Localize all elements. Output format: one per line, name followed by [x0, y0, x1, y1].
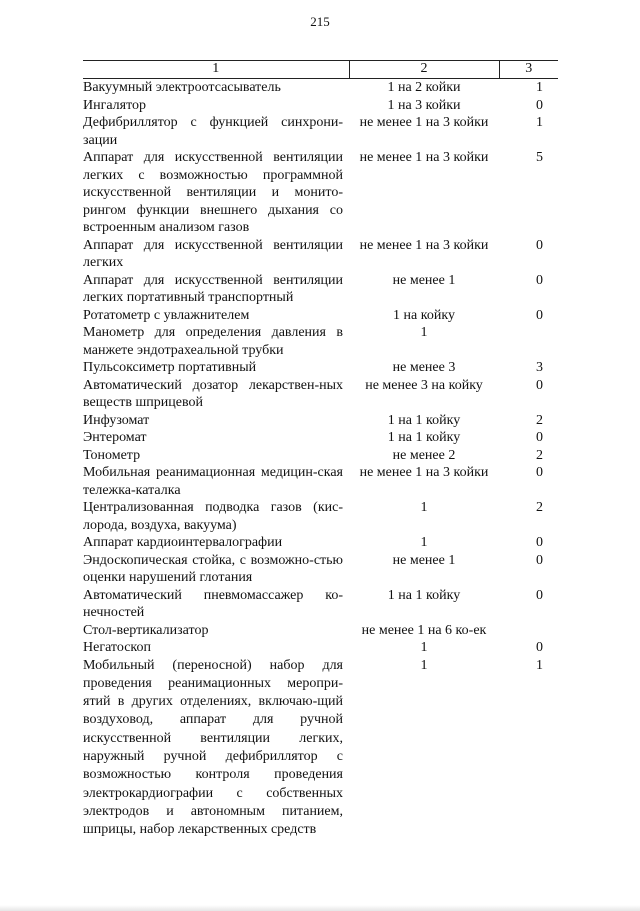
available-count: 1 [536, 115, 543, 130]
required-quantity: не менее 3 [392, 360, 456, 375]
available-count: 3 [536, 360, 543, 375]
table-row [83, 377, 558, 412]
available-count: 0 [536, 430, 543, 445]
equipment-name: Пульсоксиметр портативный [83, 360, 257, 375]
equipment-name: Тонометр [83, 447, 141, 463]
available-count: 1 [536, 80, 543, 95]
table-row [83, 237, 558, 272]
required-quantity: 1 [420, 535, 428, 550]
table-row [83, 552, 558, 587]
equipment-name: Дефибриллятор с функцией синхрони-зации [83, 115, 343, 148]
table-row [83, 272, 558, 307]
required-quantity: 1 на 1 койку [387, 412, 461, 428]
table-row [83, 622, 558, 640]
table-row [83, 149, 558, 237]
available-count: 0 [536, 377, 543, 393]
equipment-name: Аппарат для искусственной вентиляции легких портативный транспортный [83, 272, 343, 305]
equipment-name: Манометр для определения давления в манжете эндотрахеальной трубки [83, 325, 343, 358]
required-quantity: 1 на 2 койки [387, 80, 461, 95]
required-quantity: 1 на койку [393, 307, 455, 323]
required-quantity: 1 на 1 койку [387, 587, 461, 603]
available-count: 2 [536, 447, 543, 463]
required-quantity: не менее 1 на 3 койки [359, 237, 489, 253]
equipment-name: Аппарат кардиоинтервалографии [83, 535, 283, 550]
required-quantity: не менее 1 на 3 койки [359, 465, 489, 480]
required-quantity: не менее 3 на койку [365, 377, 483, 393]
table-row [83, 359, 558, 377]
required-quantity: 1 на 3 койки [387, 97, 461, 113]
available-count: 0 [536, 237, 543, 253]
table-row [83, 307, 558, 325]
table-row [83, 79, 558, 97]
equipment-name: Автоматический пневмомассажер ко-нечностей [83, 587, 343, 620]
required-quantity: не менее 1 на 3 койки [359, 115, 489, 130]
table-row [83, 412, 558, 430]
available-count [499, 324, 558, 359]
equipment-name: Вакуумный электроотсасыватель [83, 80, 281, 95]
required-quantity: 1 [420, 657, 428, 673]
column-header-1: 1 [83, 61, 349, 79]
required-quantity: не менее 1 на 6 ко-ек [361, 622, 487, 638]
equipment-name: Ингалятор [83, 97, 147, 113]
page-number: 215 [310, 14, 330, 29]
available-count: 0 [536, 640, 543, 655]
equipment-name: Аппарат для искусственной вентиляции легких [83, 237, 343, 270]
table-row [83, 114, 558, 149]
equipment-table [83, 60, 558, 839]
available-count: 0 [536, 587, 543, 603]
equipment-name: Автоматический дозатор лекарствен-ных веществ шприцевой [83, 377, 343, 410]
table-row [83, 499, 558, 534]
column-header-3: 3 [499, 61, 558, 79]
available-count: 0 [536, 465, 543, 480]
table-row [83, 587, 558, 622]
column-header-2: 2 [349, 61, 499, 79]
available-count: 0 [536, 97, 543, 113]
available-count: 0 [536, 272, 543, 288]
table-row [83, 97, 558, 115]
table-row [83, 429, 558, 447]
table-row [83, 657, 558, 840]
required-quantity: не менее 1 на 3 койки [359, 150, 489, 165]
table-row [83, 447, 558, 465]
required-quantity: 1 [420, 500, 428, 515]
available-count: 0 [536, 552, 543, 568]
equipment-name: Централизованная подводка газов (кис-лорода, воздуха, вакуума) [83, 500, 343, 533]
table-row [83, 534, 558, 552]
equipment-name: Аппарат для искусственной вентиляции легких с возможностью программной искусственной вентиляции и монито-рингом функции внешнего дыхания со встроенным анализом газов [83, 150, 343, 235]
available-count: 5 [536, 150, 543, 165]
equipment-name: Негатоскоп [83, 640, 151, 655]
available-count: 1 [536, 657, 543, 673]
available-count: 2 [536, 500, 543, 515]
required-quantity: не менее 1 [392, 552, 456, 568]
required-quantity: 1 [420, 325, 428, 340]
equipment-name: Эндоскопическая стойка, с возможно-стью оценки нарушений глотания [83, 552, 343, 585]
required-quantity: 1 на 1 койку [387, 430, 461, 445]
table-row [83, 639, 558, 657]
equipment-name: Стол-вертикализатор [83, 622, 209, 638]
required-quantity: не менее 1 [392, 272, 456, 288]
available-count: 2 [536, 412, 543, 428]
table-header-row [83, 61, 558, 79]
equipment-name: Энтеромат [83, 430, 147, 445]
available-count: 0 [536, 307, 543, 323]
equipment-name: Инфузомат [83, 412, 150, 428]
equipment-name: Мобильная реанимационная медицин-ская тележка-каталка [83, 465, 343, 498]
required-quantity: 1 [420, 640, 428, 655]
equipment-name: Ротатометр с увлажнителем [83, 307, 250, 323]
available-count [499, 622, 558, 640]
equipment-name: Мобильный (переносной) набор для проведения реанимационных меропри-ятий в других отделениях, включаю-щий воздуховод, аппарат для ручной искусственной вентиляции легких, наружный ручной дефибриллятор с возможностью контроля проведения электрокардиографии с собственных электродов и автономным питанием, шприцы, набор лекарственных средств [83, 657, 343, 838]
scan-edge [0, 905, 640, 911]
required-quantity: не менее 2 [392, 447, 456, 463]
table-row [83, 464, 558, 499]
table-row [83, 324, 558, 359]
available-count: 0 [536, 535, 543, 550]
